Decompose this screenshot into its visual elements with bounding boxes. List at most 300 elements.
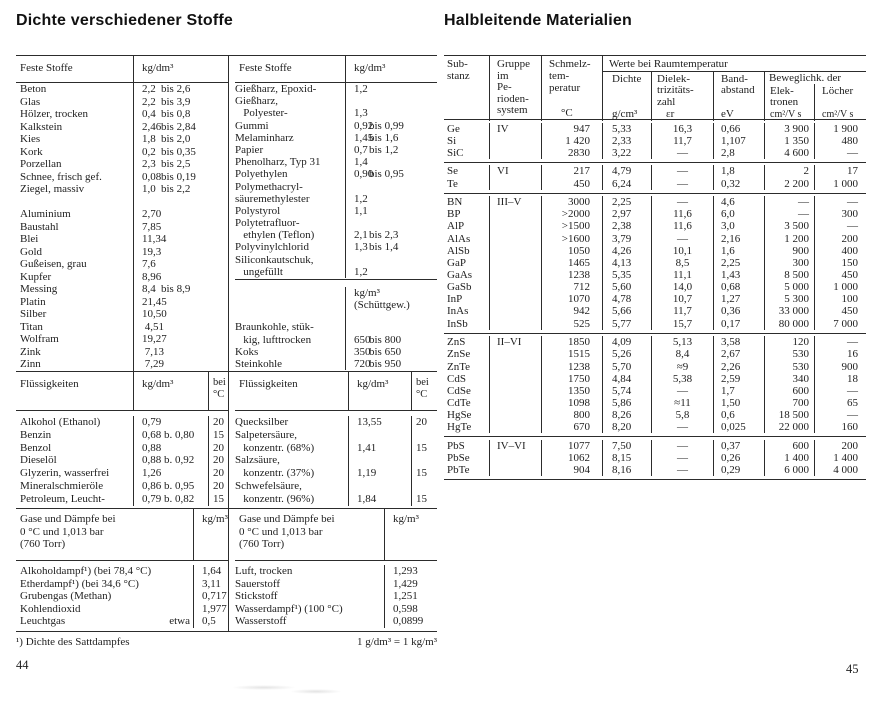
table-cell: PbSe [444, 452, 490, 464]
table-cell: AlAs [444, 233, 490, 245]
table-cell [347, 603, 384, 616]
gases-right-subtable [229, 509, 437, 631]
table-cell: 400 [841, 244, 858, 257]
table-cell: 2,2 [133, 96, 161, 109]
table-cell [411, 429, 437, 442]
table-cell: 0,68 b. 0,80 [133, 429, 208, 442]
table-cell [490, 293, 542, 305]
table-cell: 8,26 [603, 409, 652, 421]
table-cell: 5,38 [652, 373, 714, 385]
table-cell: 0,6 [714, 409, 765, 421]
table-cell: — [847, 220, 858, 233]
table-cell [369, 321, 437, 333]
table-cell [490, 361, 542, 373]
table-row [444, 220, 866, 232]
table-row [235, 299, 437, 311]
table-cell [490, 135, 542, 147]
table-cell: — [847, 336, 858, 349]
table-row [16, 467, 228, 480]
solids-left-header [16, 56, 228, 83]
table-cell [161, 196, 228, 209]
gases-right-header [235, 509, 437, 561]
header-line: Band- [721, 73, 748, 85]
table-cell: Petroleum, Leucht- [20, 492, 105, 505]
table-cell [156, 565, 193, 578]
table-cell: 2 [765, 165, 815, 177]
table-cell [490, 305, 542, 317]
table-row [444, 373, 866, 385]
table-cell: 33 000 [765, 305, 815, 317]
table-cell: 15 [208, 429, 228, 442]
table-row [235, 266, 437, 278]
table-cell: Ge [444, 123, 490, 135]
table-cell: Porzellan [20, 158, 62, 170]
table-cell: 0,86 b. 0,95 [133, 480, 208, 493]
table-row [235, 83, 437, 95]
semiconductor-group [444, 436, 866, 480]
table-cell: 5,70 [603, 361, 652, 373]
table-cell: 1,3 [345, 241, 369, 253]
column-header-temp [411, 372, 437, 410]
table-cell: bis 2,0 [161, 133, 191, 145]
table-cell: 947 [542, 123, 603, 135]
table-cell [369, 287, 437, 299]
table-cell: 1515 [542, 348, 603, 360]
table-cell: — [765, 208, 815, 220]
table-cell: Gießharz, [235, 95, 279, 108]
table-cell: säuremethylester [235, 192, 310, 205]
table-cell [347, 578, 384, 591]
table-row [16, 96, 228, 109]
table-cell: Benzol [20, 441, 52, 454]
table-cell: CdSe [444, 385, 490, 397]
conversion-note: 1 g/dm³ = 1 kg/m³ [356, 636, 437, 648]
table-cell: 11,6 [652, 208, 714, 220]
column-header-gruppe [490, 56, 542, 121]
table-cell: Glas [20, 95, 41, 108]
table-cell: Beton [20, 83, 47, 95]
table-cell: ≈11 [652, 397, 714, 409]
table-cell: 3 500 [765, 220, 815, 232]
table-row [235, 454, 437, 467]
table-cell: Schwefelsäure, [235, 479, 302, 492]
table-cell: — [652, 165, 714, 177]
table-cell: — [652, 452, 714, 464]
header-line: tronen [770, 96, 799, 109]
table-cell: BP [444, 208, 490, 220]
table-cell: Polymethacryl- [235, 180, 303, 193]
table-cell: 100 [841, 293, 858, 306]
table-cell: 3,0 [714, 220, 765, 232]
column-header-unit: kg/dm³ [348, 372, 411, 410]
table-cell: 20 [411, 416, 437, 429]
header-line: stanz [447, 69, 470, 82]
table-cell: bis 800 [369, 333, 402, 346]
table-row [16, 615, 228, 628]
table-cell: 2830 [542, 147, 603, 159]
table-cell: 4,84 [603, 373, 652, 385]
table-cell: ungefüllt [235, 265, 283, 278]
table-cell: — [652, 385, 714, 397]
column-header: Flüssigkeiten [20, 378, 79, 390]
table-cell: 1 350 [765, 135, 815, 147]
table-cell [490, 373, 542, 385]
table-row [235, 429, 437, 442]
table-cell: CdTe [444, 397, 490, 409]
table-cell: 3,58 [714, 336, 765, 348]
table-cell: 1,429 [384, 578, 437, 591]
table-row [235, 168, 437, 180]
table-cell [490, 245, 542, 257]
table-row [444, 348, 866, 360]
table-cell: — [652, 421, 714, 433]
footnote: ¹) Dichte des Sattdampfes [16, 636, 130, 648]
table-cell: ethylen (Teflon) [235, 229, 315, 242]
table-cell: 5,13 [652, 336, 714, 348]
table-cell: 200 [841, 232, 858, 245]
table-cell: 670 [542, 421, 603, 433]
liquids-left-body [16, 411, 228, 506]
table-row [235, 603, 437, 616]
table-cell: 1,0 [133, 183, 161, 196]
table-cell: Titan [20, 320, 43, 333]
table-cell: 1050 [542, 245, 603, 257]
table-row [235, 205, 437, 217]
table-cell: 450 [841, 305, 858, 318]
table-row [16, 108, 228, 121]
table-row [444, 385, 866, 397]
table-row [235, 590, 437, 603]
table-cell: II–VI [490, 336, 542, 348]
table-cell [411, 480, 437, 493]
table-cell: 0,68 [714, 281, 765, 293]
table-cell: 3 900 [765, 123, 815, 135]
liquids-left-header [16, 372, 228, 411]
table-cell: SiC [444, 147, 490, 159]
table-cell: 1,6 [714, 245, 765, 257]
table-cell: 5,26 [603, 348, 652, 360]
table-row [235, 181, 437, 193]
table-cell: 1 200 [765, 233, 815, 245]
table-cell: 1238 [542, 269, 603, 281]
table-cell: BN [444, 196, 490, 208]
table-cell: 1750 [542, 373, 603, 385]
table-row [16, 493, 228, 506]
scan-artifact [232, 685, 296, 690]
column-header-unit: kg/dm³ [345, 56, 437, 82]
table-cell [156, 603, 193, 616]
table-cell: 0,08 [133, 171, 161, 184]
table-cell [490, 178, 542, 190]
table-cell: 904 [542, 464, 603, 476]
table-cell: Polytetrafluor- [235, 217, 300, 230]
table-cell [369, 311, 437, 321]
table-row [444, 147, 866, 159]
table-cell: 1,2 [345, 266, 369, 278]
table-row [444, 397, 866, 409]
table-row [235, 193, 437, 205]
table-cell [161, 221, 228, 234]
table-cell: 11,7 [652, 135, 714, 147]
table-cell: 900 [841, 360, 858, 373]
table-cell [369, 95, 437, 107]
table-cell [490, 464, 542, 476]
table-cell: bis 2,5 [161, 158, 191, 170]
column-unit: eV [721, 107, 734, 120]
table-cell [369, 83, 437, 95]
liquids-left-subtable [16, 372, 229, 508]
solids-left-body [16, 83, 228, 371]
table-cell [369, 217, 437, 229]
table-cell: Papier [235, 143, 264, 156]
werte-title: Werte bei Raumtemperatur [603, 56, 866, 72]
header-line: Gruppe [497, 58, 530, 70]
table-cell [347, 565, 384, 578]
table-cell: Dieselöl [20, 454, 57, 467]
temp-header-line: °C [213, 388, 225, 400]
page-number-right: 45 [846, 662, 859, 676]
table-cell: 1,1 [345, 205, 369, 217]
table-cell: 2,3 [133, 158, 161, 171]
table-cell: bis 1,4 [369, 241, 399, 254]
table-cell: ZnS [444, 336, 490, 348]
table-cell: Zinn [20, 358, 41, 370]
table-row [444, 245, 866, 257]
table-cell: konzentr. (37%) [235, 467, 315, 480]
table-cell: bis 2,6 [161, 83, 191, 95]
table-cell [369, 254, 437, 266]
table-cell: 19,3 [133, 246, 161, 259]
table-cell: Alkohol (Ethanol) [20, 416, 101, 428]
table-cell: 15,7 [652, 318, 714, 330]
solids-section [16, 55, 437, 371]
table-cell: Braunkohle, stük- [235, 321, 314, 334]
table-cell: Hölzer, trocken [20, 108, 88, 120]
table-cell: 18 500 [765, 409, 815, 421]
column-unit: cm²/V s [822, 108, 854, 120]
table-cell: Gußeisen, grau [20, 258, 87, 270]
table-row [16, 158, 228, 171]
table-cell: 650 [345, 334, 369, 346]
header-line: 0 °C und 1,013 bar [239, 525, 323, 538]
table-cell: Gießharz, Epoxid- [235, 83, 317, 95]
table-cell: Baustahl [20, 220, 59, 233]
table-cell: Melaminharz [235, 131, 294, 144]
table-cell: Ziegel, massiv [20, 183, 85, 195]
temp-header-line: bei [416, 377, 429, 388]
table-cell: 5,33 [603, 123, 652, 135]
table-row [16, 121, 228, 134]
semiconductor-table-header [444, 55, 866, 120]
table-cell: Mineralschmieröle [20, 479, 104, 492]
table-cell: bis 0,19 [161, 170, 196, 183]
table-cell: GaAs [444, 269, 490, 281]
bewegl-title: Beweglichk. der [769, 72, 842, 84]
solids-right-body [235, 83, 437, 279]
table-cell: 2,46 [133, 121, 161, 134]
table-cell: 0,7 [345, 144, 369, 156]
left-page-title: Dichte verschiedener Stoffe [16, 12, 234, 29]
table-cell: — [652, 196, 714, 208]
table-cell: 1,251 [384, 590, 437, 603]
table-row [235, 132, 437, 144]
table-cell [369, 205, 437, 217]
table-row [16, 442, 228, 455]
table-row [444, 233, 866, 245]
table-row [444, 257, 866, 269]
table-cell: 6 000 [765, 464, 815, 476]
table-cell: 1 400 [833, 452, 858, 465]
table-row [235, 217, 437, 229]
table-cell: 2,16 [714, 233, 765, 245]
bulk-unit: kg/m³ [345, 287, 369, 299]
header-line: trizitäts- [657, 84, 694, 97]
table-cell: bis 0,35 [161, 145, 196, 158]
table-cell [490, 409, 542, 421]
table-row [444, 464, 866, 476]
table-cell: 0,90 [345, 168, 369, 180]
table-cell: bis 2,2 [161, 183, 191, 195]
table-cell: Si [444, 135, 490, 147]
table-cell: kig, lufttrocken [235, 333, 312, 346]
table-cell: >1500 [542, 220, 603, 232]
table-cell: 1,977 [193, 603, 228, 616]
table-cell: 0,37 [714, 440, 765, 452]
table-cell: Aluminium [20, 208, 71, 220]
table-cell: 80 000 [765, 318, 815, 330]
table-cell: 19,27 [133, 333, 161, 346]
table-row [16, 321, 228, 334]
solids-right-subtable [229, 56, 437, 371]
semiconductor-group [444, 333, 866, 437]
table-cell [345, 181, 369, 193]
table-cell: PbTe [444, 464, 490, 476]
header-line: Elek- [770, 85, 794, 97]
table-row [444, 336, 866, 348]
table-cell [161, 233, 228, 246]
table-cell: Stickstoff [235, 590, 278, 603]
table-cell: Te [444, 178, 490, 190]
table-cell [348, 429, 411, 442]
liquids-section [16, 371, 437, 508]
table-cell: 16 [847, 348, 858, 361]
header-line: Löcher [822, 85, 854, 97]
semiconductor-group [444, 193, 866, 333]
table-cell [347, 590, 384, 603]
table-cell: bis 0,8 [161, 108, 191, 120]
table-cell: Kalkstein [20, 120, 63, 133]
table-cell [161, 358, 228, 371]
table-row [16, 208, 228, 221]
table-cell [161, 333, 228, 346]
table-cell: IV–VI [490, 440, 542, 452]
table-cell: — [847, 196, 858, 209]
table-cell: Wasserdampf¹) (100 °C) [235, 602, 343, 615]
semiconductor-group [444, 120, 866, 162]
table-cell [490, 385, 542, 397]
table-cell: 5,35 [603, 269, 652, 281]
table-cell: 160 [841, 421, 858, 434]
liquids-right-header [235, 372, 437, 411]
table-cell: Gummi [235, 119, 269, 132]
table-cell: 8,5 [652, 257, 714, 269]
table-cell: 0,0899 [384, 615, 437, 628]
table-cell: 0,36 [714, 305, 765, 317]
table-cell: 1,43 [714, 269, 765, 281]
table-cell [345, 321, 369, 333]
table-cell: 1,19 [348, 467, 411, 480]
table-row [235, 615, 437, 628]
table-cell [348, 480, 411, 493]
table-row [235, 241, 437, 253]
table-cell: 8 500 [765, 269, 815, 281]
header-line: rioden- [497, 92, 529, 105]
table-cell: — [847, 146, 858, 159]
table-cell: 217 [542, 165, 603, 177]
table-cell: 15 [411, 493, 437, 506]
table-row [235, 95, 437, 107]
table-row [235, 416, 437, 429]
table-row [16, 308, 228, 321]
table-cell: 300 [765, 257, 815, 269]
table-row [235, 346, 437, 358]
column-header [235, 509, 384, 560]
table-cell [156, 578, 193, 591]
table-cell: 2,8 [714, 147, 765, 159]
table-cell: 1350 [542, 385, 603, 397]
table-cell: 1 000 [833, 177, 858, 190]
header-line: system [497, 104, 528, 116]
column-header-unit: kg/dm³ [133, 372, 208, 410]
table-cell: 0,717 [193, 590, 228, 603]
table-cell: 1070 [542, 293, 603, 305]
table-cell: 1 400 [765, 452, 815, 464]
table-cell: 20 [208, 442, 228, 455]
table-cell: 15 [411, 467, 437, 480]
table-cell: 1,3 [345, 107, 369, 119]
table-cell [369, 193, 437, 205]
table-row [444, 269, 866, 281]
table-cell: 5,86 [603, 397, 652, 409]
gases-section [16, 508, 437, 632]
table-cell: 1,2 [345, 193, 369, 205]
table-cell: 8,15 [603, 452, 652, 464]
table-cell [345, 95, 369, 107]
semiconductor-group [444, 162, 866, 193]
table-cell [161, 246, 228, 259]
table-cell [161, 271, 228, 284]
table-row [16, 416, 228, 429]
table-row [444, 135, 866, 147]
table-cell [490, 397, 542, 409]
header-line: Dielek- [657, 73, 690, 85]
table-cell: 5 300 [765, 293, 815, 305]
table-cell: bis 0,95 [369, 168, 404, 181]
table-row [444, 123, 866, 135]
table-row [235, 144, 437, 156]
column-header: Flüssigkeiten [239, 378, 298, 390]
table-cell: 0,29 [714, 464, 765, 476]
table-row [444, 165, 866, 177]
table-cell: 8,96 [133, 271, 161, 284]
table-cell [156, 590, 193, 603]
table-cell: Wolfram [20, 333, 59, 345]
table-cell [235, 311, 345, 321]
bewegl-header-group [765, 72, 866, 121]
table-cell: — [652, 233, 714, 245]
table-cell: Zink [20, 345, 41, 358]
table-row [235, 467, 437, 480]
